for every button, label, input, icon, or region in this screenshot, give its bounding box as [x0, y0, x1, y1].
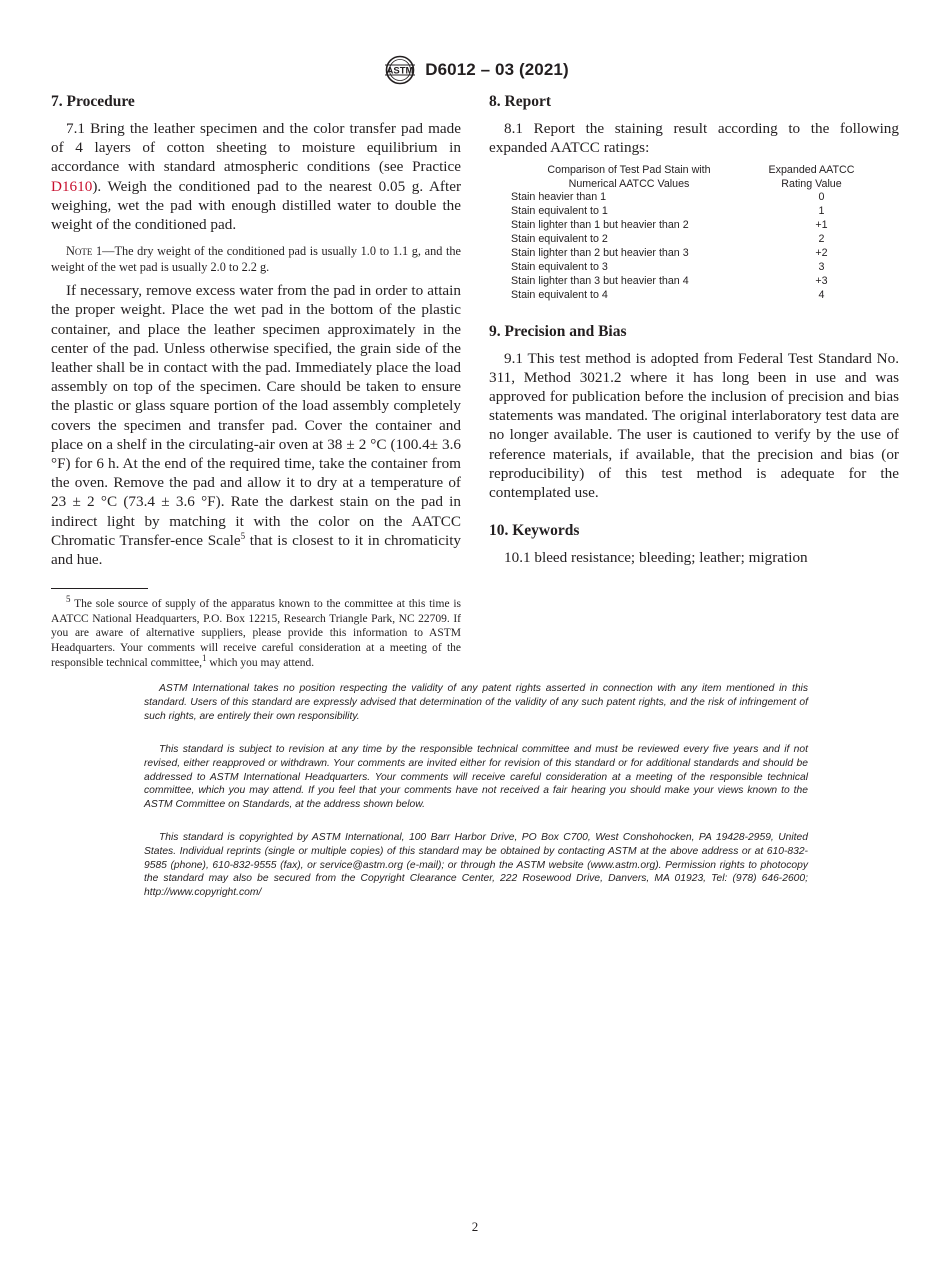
report-title: 8. Report [489, 93, 551, 110]
table-row: Stain heavier than 1 0 [511, 191, 825, 204]
table-header-rating: Expanded AATCC Rating Value [768, 164, 855, 191]
footnote-5-reference[interactable]: 5 [240, 530, 246, 541]
table-row: Stain equivalent to 3 3 [511, 260, 825, 273]
table-row: Stain lighter than 2 but heavier than 3 +2 [511, 247, 828, 260]
keywords-paragraph-10-1: 10.1 bleed resistance; bleeding; leather; migration [504, 549, 808, 567]
precision-bias-title: 9. Precision and Bias [489, 322, 627, 340]
table-row: Stain equivalent to 4 4 [511, 288, 825, 301]
procedure-title: 7. Procedure [51, 93, 135, 110]
procedure-paragraph-7-1: 7.1 Bring the leather specimen and the color transfer pad made of 4 layers of cotton sheeting to moisture equilibrium in accordance with standard atmospheric conditions (see Practice D1610). Weigh the conditioned pad to the nearest 0.05 g. After weighing, wet the pad with enough distilled water to double the weight of the conditioned pad. [51, 120, 461, 234]
astm-logo-icon [381, 54, 419, 86]
note-label: Note [66, 244, 93, 259]
table-row: Stain equivalent to 1 1 [511, 205, 825, 218]
table-row: Stain equivalent to 2 2 [511, 233, 825, 246]
table-row: Stain lighter than 3 but heavier than 4 +3 [511, 274, 828, 287]
table-row: Stain lighter than 1 but heavier than 2 +1 [511, 219, 828, 232]
table-header-row [511, 163, 876, 191]
table-header-comparison: Comparison of Test Pad Stain with Numerical AATCC Values [547, 164, 711, 191]
aatcc-ratings-table [511, 163, 876, 302]
note-1: Note 1—The dry weight of the conditioned pad is usually 1.0 to 1.1 g, and the weight of the wet pad is usually 2.0 to 2.2 g. [51, 244, 461, 274]
astm-logo-text: ASTM [386, 65, 414, 77]
footnote-5: $^5$ The sole source of supply of the apparatus known to the committee at this time is AATCC National Headquarters, P.O. Box 12215, Research Triangle Park, NC 22709. If you are aware of alternative suppliers, please provide this information to ASTM Headquarters. Your comments will receive careful consideration at a meeting of the responsible technical committee,$^1$ which you may attend. [51, 594, 461, 669]
copyright-disclaimer: This standard is copyrighted by ASTM International, 100 Barr Harbor Drive, PO Box C700, West Conshohocken, PA 19428-2959, United States. Individual reprints (single or multiple copies) of this standard may be obtained by contacting ASTM at the above address or at 610-832-9585 (phone), 610-832-9555 (fax), or service@astm.org (e-mail); or through the ASTM website (www.astm.org). Permission rights to photocopy the standard may also be secured from the Copyright Clearance Center, 222 Rosewood Drive, Danvers, MA 01923, Tel: (978) 646-2600; http://www.copyright.com/ [144, 832, 808, 899]
precision-paragraph-9-1: 9.1 This test method is adopted from Federal Test Standard No. 311, Method 3021.2 where it has long been in use and was approved for publication before the inclusion of precision and bias statements was mandated. The original interlaboratory test data are no longer available. The user is cautioned to verify by the use of reference materials, if available, that the precision and bias (or reproducibility) of this test method is adequate for the contemplated use. [489, 349, 899, 502]
document-id: D6012 – 03 (2021) [425, 60, 569, 79]
footnote-divider [51, 588, 148, 589]
report-paragraph-8-1: 8.1 Report the staining result according to the following expanded AATCC ratings: [489, 120, 899, 157]
keywords-title: 10. Keywords [489, 522, 580, 540]
right-column [489, 92, 899, 567]
practice-d1610-link[interactable]: D1610 [51, 177, 93, 195]
left-column [51, 92, 461, 670]
procedure-paragraph-continued: If necessary, remove excess water from the pad in order to attain the proper weight. Place the wet pad in the bottom of the plastic container, and place the leather specimen approximately in the center of the pad. Unless otherwise specified, the grain side of the leather shall be in contact with the pad. Immediately place the load assembly on top of the specimen. Care should be taken to ensure the plastic or glass square portion of the load assembly completely covers the specimen and transfer pad. Cover the container and place on a shelf in the circulating-air oven at 38 ± 2 °C (100.4± 3.6 °F) for 6 h. At the end of the required time, take the container from the oven. Remove the pad and allow it to dry at a temperature of 23 ± 2 °C (73.4 ± 3.6 °F). Rate the darkest stain on the pad in indirect light by matching it with the color on the AATCC Chromatic Transfer-ence Scale$^5$ that is closest to it in chromaticity and hue. [51, 282, 462, 569]
page-number: 2 [471, 1219, 479, 1234]
patent-disclaimer: ASTM International takes no position respecting the validity of any patent rights asserted in connection with any item mentioned in this standard. Users of this standard are expressly advised that determination of the validity of any such patent rights, and the risk of infringement of such rights, are entirely their own responsibility. [144, 683, 808, 722]
revision-disclaimer: This standard is subject to revision at any time by the responsible technical committee and must be reviewed every five years and if not revised, either reapproved or withdrawn. Your comments are invited either for revision of this standard or for additional standards and should be addressed to ASTM International Headquarters. Your comments will receive careful consideration at a meeting of the responsible technical committee, which you may attend. If you feel that your comments have not received a fair hearing you should make your views known to the ASTM Committee on Standards, at the address shown below. [144, 744, 808, 811]
page-header [0, 54, 950, 86]
